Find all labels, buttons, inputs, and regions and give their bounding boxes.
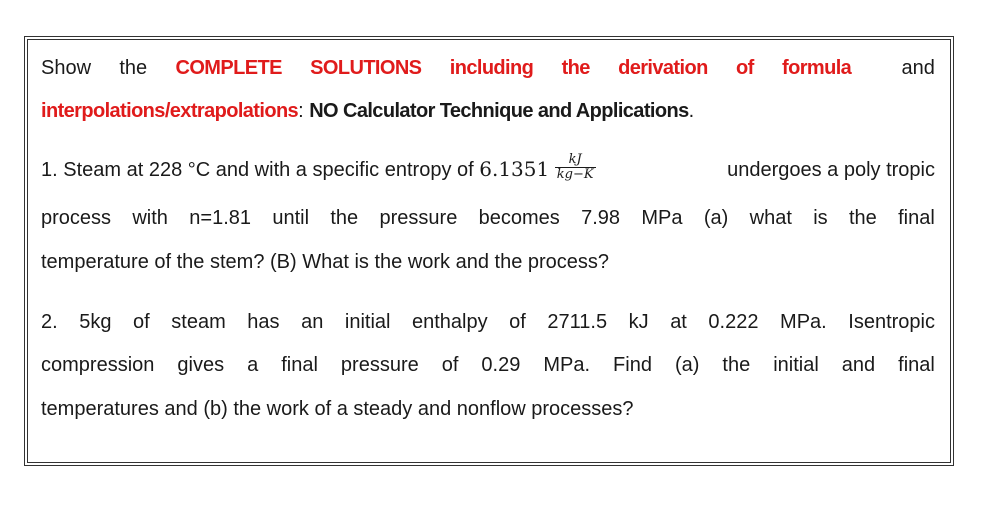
text-word: 0.222 [708,311,759,333]
colon-text: : [298,100,304,122]
text-word: what [749,207,792,229]
text-word: is [813,207,828,229]
text-word: of [133,311,150,333]
problem-1-line-3: temperature of the stem? (B) What is the work and the process? [41,251,610,273]
text-word: compression [41,354,155,376]
text-word: process [41,207,112,229]
problem-2-line-1 [41,310,935,334]
text-word: n=1.81 [189,207,251,229]
instruction-word: the [119,57,148,79]
text-word: becomes [478,207,560,229]
text-word: final [898,207,935,229]
emphasis-text: interpolations/extrapolations [41,100,299,122]
text-word: at [670,311,687,333]
text-word: 0.29 [481,354,521,376]
text-word: 2711.5 [547,311,608,333]
text-word: final [898,354,935,376]
text-word: final [281,354,318,376]
text-word: MPa. [543,354,591,376]
instruction-line-2 [41,99,935,123]
text-word: an [301,311,324,333]
text-word: pressure [379,207,458,229]
text-word: the [330,207,359,229]
emphasis-word: formula [782,57,852,79]
text-word: initial [344,311,391,333]
text-word: initial [773,354,819,376]
text-word: 5kg [79,311,112,333]
emphasis-word: SOLUTIONS [310,57,422,79]
emphasis-word: including [449,57,534,79]
problem-1-intro [41,152,596,183]
unit-denominator: kg−K [556,167,594,183]
text-word: 2. [41,311,58,333]
text-word: (a) [674,354,700,376]
text-word: gives [177,354,225,376]
text-word: kJ [628,311,649,333]
entropy-value: 6.1351 [479,157,550,181]
text-word: and [841,354,876,376]
text-word: of [509,311,526,333]
text-word: pressure [340,354,419,376]
text-word: of [441,354,459,376]
text-word: 7.98 [581,207,621,229]
text-word: with [132,207,168,229]
problem-2-line-3: temperatures and (b) the work of a steady and nonflow processes? [41,398,634,420]
problem-1-text: 1. Steam at 228 °C and with a specific entropy of [41,159,474,181]
no-calculator-text: NO Calculator Technique and Applications [309,100,689,122]
instruction-line-1 [41,56,935,80]
text-word: enthalpy [412,311,488,333]
problem-1-text: undergoes a poly tropic [727,158,935,181]
period-text: . [688,100,695,122]
text-word: MPa [641,207,683,229]
text-word: Find [613,354,652,376]
text-word: until [272,207,310,229]
emphasis-word: COMPLETE [175,57,282,79]
text-word: a [247,354,259,376]
text-word: (a) [703,207,729,229]
entropy-unit-fraction [555,153,596,182]
unit-numerator: kJ [555,153,596,168]
text-word: the [848,207,877,229]
text-word: has [247,311,280,333]
problem-1-line-2 [41,206,935,230]
problem-2-line-2 [41,353,935,377]
text-word: Isentropic [848,311,935,333]
text-word: steam [171,311,226,333]
text-word: MPa. [780,311,827,333]
text-word: the [722,354,751,376]
emphasis-word: of [736,57,754,79]
problem-1-line-1 [41,152,935,183]
instruction-word: Show [41,57,92,79]
emphasis-word: derivation [618,57,708,79]
instruction-word: and [901,57,935,79]
emphasis-word: the [561,57,590,79]
